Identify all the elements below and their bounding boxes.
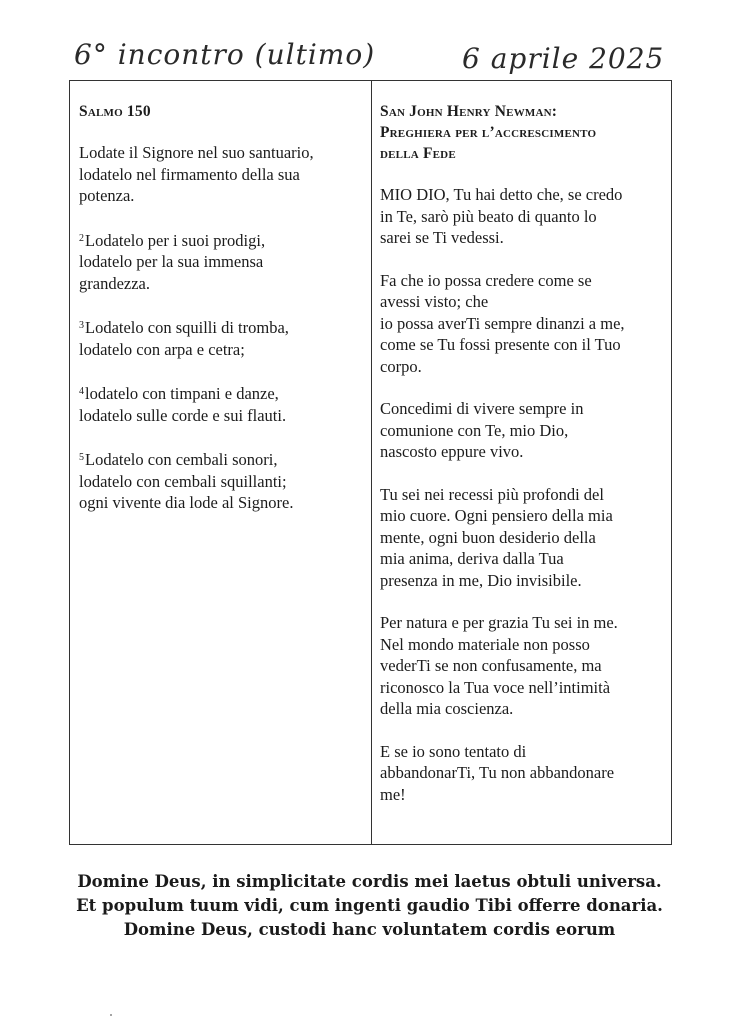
psalm-stanzas	[79, 142, 363, 514]
psalm-line-text: lodatelo per la sua immensa	[79, 252, 264, 271]
handwritten-date: 6 aprile 2025	[462, 42, 665, 75]
psalm-stanza	[79, 381, 363, 426]
psalm-stanza	[79, 228, 363, 295]
prayer-paragraph	[380, 398, 663, 463]
psalm-line-text: Lodatelo con squilli di tromba,	[85, 318, 289, 337]
psalm-line-text: potenza.	[79, 186, 135, 205]
prayer-line: Concedimi di vivere sempre in	[380, 399, 584, 418]
prayer-line: presenza in me, Dio invisibile.	[380, 570, 582, 590]
psalm-line-text: Lodatelo per i suoi prodigi,	[85, 230, 266, 250]
psalm-line	[79, 447, 363, 471]
prayer-title-line: San John Henry Newman:	[380, 103, 558, 120]
prayer-line: sarei se Ti vedessi.	[380, 228, 504, 247]
psalm-stanza	[79, 142, 363, 207]
prayer-paragraph	[380, 184, 663, 249]
psalm-line-text: ogni vivente dia lode al Signore.	[79, 493, 294, 512]
psalm-line	[79, 185, 363, 207]
psalm-line	[79, 164, 363, 186]
psalm-line-text: lodatelo con arpa e cetra;	[79, 339, 245, 359]
prayer-line: mia anima, deriva dalla Tua	[380, 549, 564, 568]
prayer-line: Nel mondo materiale non posso	[380, 634, 590, 654]
prayer-line: comunione con Te, mio Dio,	[380, 420, 569, 440]
prayer-line: corpo.	[380, 356, 422, 376]
psalm-line-text: Lodate il Signore nel suo santuario,	[79, 143, 314, 162]
prayer-line: mente, ogni buon desiderio della	[380, 527, 596, 547]
prayer-line: riconosco la Tua voce nell’intimità	[380, 677, 611, 697]
psalm-line	[79, 471, 363, 493]
prayer-line: abbandonarTi, Tu non abbandonare	[380, 763, 615, 782]
prayer-line: avessi visto; che	[380, 292, 489, 311]
psalm-line-text: Lodatelo con cembali sonori,	[85, 450, 278, 469]
prayer-title	[380, 101, 663, 164]
psalm-line-text: lodatelo sulle corde e sui flauti.	[79, 405, 287, 425]
psalm-line-text: lodatelo con cembali squillanti;	[79, 471, 287, 491]
verse-number: 4	[79, 386, 84, 397]
footer-line: Et populum tuum vidi, cum ingenti gaudio Tibi offerre donaria.	[76, 896, 663, 915]
two-column-box	[69, 80, 672, 845]
prayer-paragraph	[380, 612, 663, 720]
prayer-paragraph	[380, 484, 663, 592]
prayer-line: MIO DIO, Tu hai detto che, se credo	[380, 185, 623, 204]
psalm-line	[79, 381, 363, 405]
psalm-stanza	[79, 447, 363, 514]
prayer-line: me!	[380, 784, 406, 804]
prayer-line: della mia coscienza.	[380, 699, 514, 718]
prayer-line: Fa che io possa credere come se	[380, 270, 592, 290]
prayer-paragraphs	[380, 184, 663, 805]
footer-line: Domine Deus, custodi hanc voluntatem cordis eorum	[123, 920, 616, 939]
prayer-column	[372, 81, 671, 844]
psalm-title: Salmo 150	[79, 103, 151, 120]
verse-number: 3	[79, 320, 84, 331]
psalm-stanza	[79, 315, 363, 360]
handwritten-session-note: 6° incontro (ultimo)	[74, 38, 376, 71]
prayer-line: nascosto eppure vivo.	[380, 442, 524, 461]
prayer-title-line: Preghiera per l’accrescimento	[380, 124, 597, 141]
psalm-line-text: lodatelo con timpani e danze,	[85, 384, 279, 403]
psalm-line-text: lodatelo nel firmamento della sua	[79, 164, 300, 184]
psalm-line	[79, 339, 363, 361]
prayer-line: in Te, sarò più beato di quanto lo	[380, 206, 597, 226]
psalm-line	[79, 251, 363, 273]
prayer-line: mio cuore. Ogni pensiero della mia	[380, 506, 613, 525]
psalm-line	[79, 492, 363, 514]
prayer-line: io possa averTi sempre dinanzi a me,	[380, 313, 625, 333]
verse-number: 2	[79, 232, 84, 244]
psalm-line	[79, 273, 363, 295]
prayer-paragraph	[380, 741, 663, 806]
psalm-line	[79, 228, 363, 252]
psalm-line	[79, 315, 363, 339]
prayer-paragraph	[380, 270, 663, 378]
scan-speck	[110, 1014, 112, 1016]
prayer-line: Per natura e per grazia Tu sei in me.	[380, 613, 618, 632]
latin-prayer-footer	[0, 870, 739, 942]
prayer-title-line: della Fede	[380, 145, 456, 162]
prayer-line: vederTi se non confusamente, ma	[380, 656, 602, 675]
psalm-line	[79, 405, 363, 427]
prayer-line: come se Tu fossi presente con il Tuo	[380, 335, 621, 354]
psalm-line	[79, 142, 363, 164]
prayer-line: E se io sono tentato di	[380, 741, 527, 761]
psalm-line-text: grandezza.	[79, 273, 150, 293]
footer-line: Domine Deus, in simplicitate cordis mei laetus obtuli universa.	[77, 872, 662, 891]
prayer-line: Tu sei nei recessi più profondi del	[380, 484, 604, 504]
psalm-column	[70, 81, 372, 844]
verse-number: 5	[79, 452, 84, 463]
